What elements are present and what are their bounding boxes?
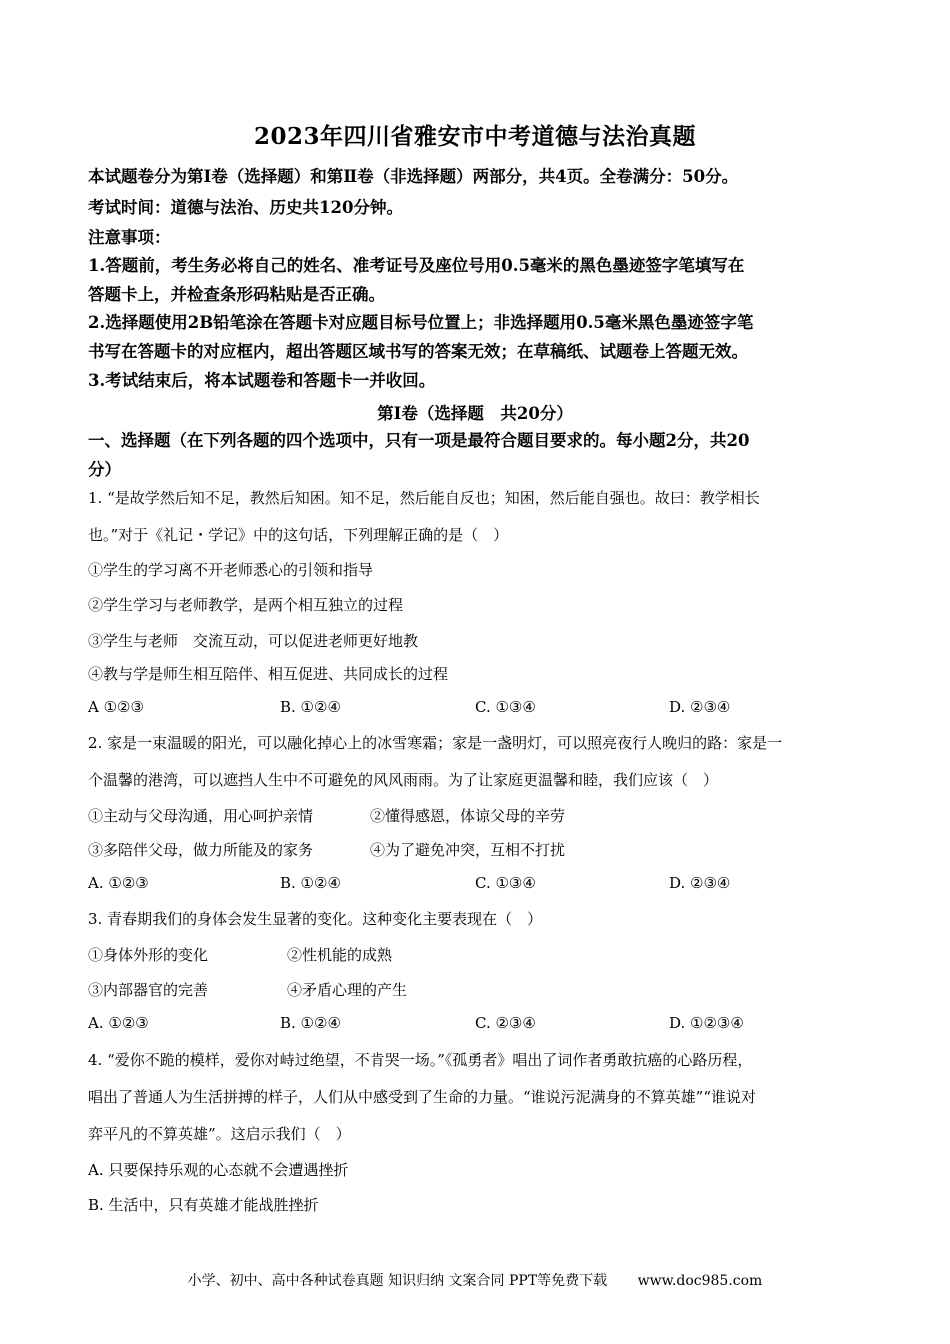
q1-statement-3: ③学生与老师 交流互动，可以促进老师更好地教 [88, 632, 419, 650]
section1-line-2: 分） [88, 460, 121, 479]
page-title: 2023年四川省雅安市中考道德与法治真题 [253, 123, 696, 150]
q1-statement-2: ②学生学习与老师教学，是两个相互独立的过程 [88, 596, 404, 614]
q4-option-b: B. 生活中，只有英雄才能战胜挫折 [88, 1196, 319, 1214]
part1-title: 第Ⅰ卷（选择题 共20分） [377, 404, 573, 423]
note-3: 3.考试结束后，将本试题卷和答题卡一并收回。 [88, 371, 436, 390]
q1-option-b: B. ①②④ [280, 698, 341, 716]
note-1b: 答题卡上，并检查条形码粘贴是否正确。 [88, 285, 385, 304]
q2-stem-line-1: 2. 家是一束温暖的阳光，可以融化掉心上的冰雪寒霜；家是一盏明灯，可以照亮夜行人晚归的路：家是一 [88, 734, 783, 752]
q2-option-b: B. ①②④ [280, 874, 341, 892]
q1-options [88, 698, 868, 720]
q1-stem-line-1: 1. “是故学然后知不足，教然后知困。知不足，然后能自反也；知困，然后能自强也。故曰：教学相长 [88, 489, 760, 507]
page-footer [0, 1270, 950, 1290]
q1-stem-line-2: 也。”对于《礼记・学记》中的这句话，下列理解正确的是（ ） [88, 526, 509, 544]
q1-statement-1: ①学生的学习离不开老师悉心的引领和指导 [88, 561, 374, 579]
q2-statement-2: ②懂得感恩，体谅父母的辛劳 [370, 807, 566, 825]
q1-statement-4: ④教与学是师生相互陪伴、相互促进、共同成长的过程 [88, 665, 449, 683]
q1-option-d: D. ②③④ [669, 698, 731, 716]
notes-heading: 注意事项： [88, 228, 171, 247]
q4-stem-line-3: 弈平凡的不算英雄”。这启示我们（ ） [88, 1125, 351, 1143]
q4-option-a: A. 只要保持乐观的心态就不会遭遇挫折 [88, 1161, 349, 1179]
intro-line-1: 本试题卷分为第Ⅰ卷（选择题）和第Ⅱ卷（非选择题）两部分，共4页。全卷满分：50分。 [88, 167, 739, 186]
q2-option-c: C. ①③④ [475, 874, 536, 892]
q3-option-b: B. ①②④ [280, 1014, 341, 1032]
footer-url[interactable]: www.doc985.com [637, 1273, 763, 1289]
q2-stem-line-2: 个温馨的港湾，可以遮挡人生中不可避免的风风雨雨。为了让家庭更温馨和睦，我们应该（ ） [88, 771, 719, 789]
q1-option-c: C. ①③④ [475, 698, 536, 716]
q2-statement-3: ③多陪伴父母，做力所能及的家务 [88, 841, 314, 859]
q2-option-a: A. ①②③ [88, 874, 149, 892]
q3-option-a: A. ①②③ [88, 1014, 149, 1032]
q4-stem-line-2: 唱出了普通人为生活拼搏的样子，人们从中感受到了生命的力量。“谁说污泥满身的不算英雄”“谁说对 [88, 1088, 757, 1106]
q1-option-a: A ①②③ [88, 698, 144, 716]
q3-option-c: C. ②③④ [475, 1014, 536, 1032]
q4-stem-line-1: 4. “爱你不跪的模样，爱你对峙过绝望，不肯哭一场。”《孤勇者》唱出了词作者勇敢抗癌的心路历程， [88, 1051, 753, 1069]
q3-options [88, 1014, 868, 1036]
q3-statement-1: ①身体外形的变化 [88, 946, 209, 964]
note-2a: 2.选择题使用2B铅笔涂在答题卡对应题目标号位置上；非选择题用0.5毫米黑色墨迹签字笔 [88, 313, 754, 332]
q2-statement-1: ①主动与父母沟通，用心呵护亲情 [88, 807, 314, 825]
q2-options [88, 874, 868, 896]
q3-stem-line-1: 3. 青春期我们的身体会发生显著的变化。这种变化主要表现在（ ） [88, 910, 543, 928]
note-1a: 1.答题前，考生务必将自己的姓名、准考证号及座位号用0.5毫米的黑色墨迹签字笔填写在 [88, 256, 745, 275]
q2-statement-4: ④为了避免冲突，互相不打扰 [370, 841, 566, 859]
intro-line-2: 考试时间：道德与法治、历史共120分钟。 [88, 198, 403, 217]
q3-option-d: D. ①②③④ [669, 1014, 744, 1032]
section1-line-1: 一、选择题（在下列各题的四个选项中，只有一项是最符合题目要求的。每小题2分，共20 [88, 431, 750, 450]
q3-statement-2: ②性机能的成熟 [287, 946, 393, 964]
footer-text: 小学、初中、高中各种试卷真题 知识归纳 文案合同 PPT等免费下载 [187, 1273, 608, 1289]
q3-statement-4: ④矛盾心理的产生 [287, 981, 408, 999]
q3-statement-3: ③内部器官的完善 [88, 981, 209, 999]
q2-option-d: D. ②③④ [669, 874, 731, 892]
note-2b: 书写在答题卡的对应框内，超出答题区域书写的答案无效；在草稿纸、试题卷上答题无效。 [88, 342, 748, 361]
